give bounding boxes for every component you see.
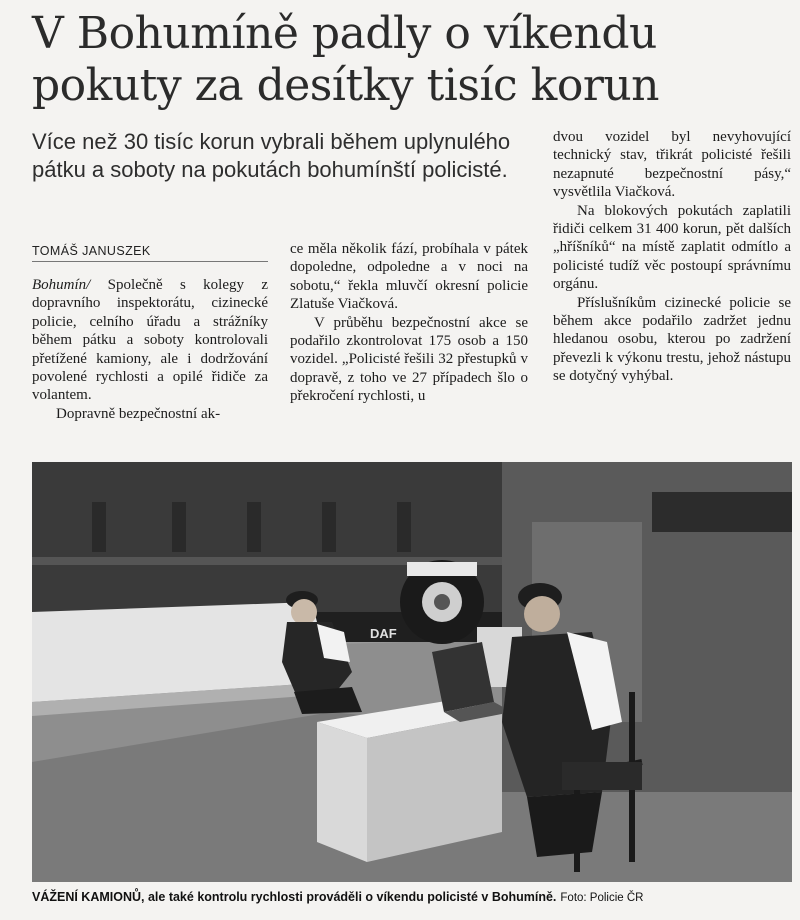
- column-1-text: Společně s kolegy z dopravního inspektorátu, cizinecké policie, celního úřadu a strážníky během pátku a soboty kontrolovali přetížené kamiony, ale i dodržování povolené rychlosti a opilé řidiče za volantem.: [32, 277, 268, 404]
- column-2-paragraph-1: ce měla několik fází, probíhala v pátek dopoledne, odpoledne a v noci na sobotu,“ řekla mluvčí okresní policie Zlatuše Viačková.: [290, 241, 528, 313]
- column-2-paragraph-2: V průběhu bezpečnostní akce se podařilo zkontrolovat 175 osob a 150 vozidel. „Policisté řešili 32 přestupků v dopravě, z toho ve 27 případech šlo o překročení rychlosti, u: [290, 314, 528, 405]
- article-column-3: [553, 128, 791, 386]
- article-column-1: [32, 276, 268, 423]
- column-3-paragraph-2: Na blokových pokutách zaplatili řidiči celkem 31 400 korun, pět dalších „hříšníků“ na místě zaplatit odmítlo a policisté tudíž věc postoupí správnímu orgánu.: [553, 202, 791, 293]
- column-1-paragraph-2: Dopravně bezpečnostní ak-: [56, 405, 221, 422]
- caption-bold: VÁŽENÍ KAMIONŮ,: [32, 890, 145, 904]
- headline-line-1: V Bohumíně padly o víkendu: [32, 8, 657, 59]
- photo-credit: Foto: Policie ČR: [560, 892, 644, 904]
- headline-line-2: pokuty za desítky tisíc korun: [32, 60, 660, 111]
- column-3-paragraph-3: Příslušníkům cizinecké policie se během akce podařilo zadržet jednu hledanou osobu, kterou po zadržení převezli k výkonu trestu, jehož nástupu se dotyčný vyhýbal.: [553, 294, 791, 385]
- column-1-paragraph-1: [32, 276, 268, 405]
- headline: [32, 8, 772, 112]
- photo-caption: [32, 890, 792, 904]
- dateline: Bohumín/: [32, 277, 91, 293]
- photo-illustration: [32, 462, 792, 882]
- truck-logo: DAF: [370, 626, 397, 641]
- column-3-paragraph-1: dvou vozidel byl nevyhovující technický stav, třikrát policisté řešili nezapnuté bezpečnostní pásy,“ vysvětlila Viačková.: [553, 129, 791, 201]
- lead-paragraph: Více než 30 tisíc korun vybrali během uplynulého pátku a soboty na pokutách bohumínští policisté.: [32, 129, 511, 182]
- article-column-2: [290, 240, 528, 406]
- article-photo: [32, 462, 792, 882]
- byline: TOMÁŠ JANUSZEK: [32, 244, 268, 262]
- caption-text: ale také kontrolu rychlosti prováděli o víkendu policisté v Bohumíně.: [144, 890, 557, 904]
